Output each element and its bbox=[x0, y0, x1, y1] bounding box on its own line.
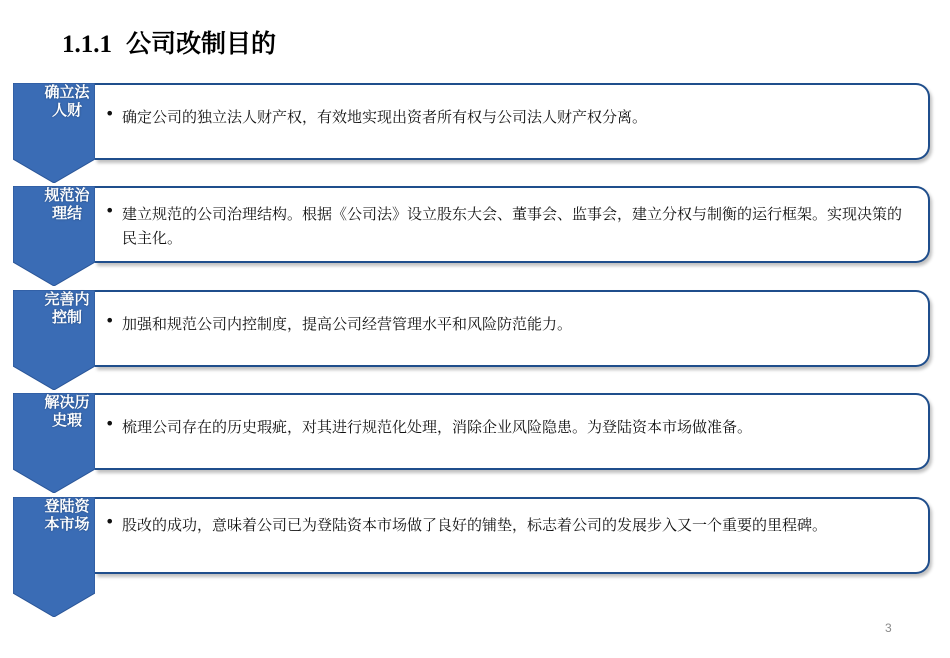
item-text: 梳理公司存在的历史瑕疵，对其进行规范化处理，消除企业风险隐患。为登陆资本市场做准备。 bbox=[122, 418, 753, 436]
bullet-icon: • bbox=[105, 414, 115, 433]
item-text: 建立规范的公司治理结构。根据《公司法》设立股东大会、董事会、监事会，建立分权与制衡的运行框架。实现决策的民主化。 bbox=[122, 205, 903, 247]
list-item bbox=[0, 393, 950, 493]
content-box bbox=[95, 83, 930, 160]
chevron-text: 登陆资本市场 bbox=[44, 497, 90, 533]
section-title: 公司改制目的 bbox=[126, 29, 277, 58]
list-item bbox=[0, 290, 950, 390]
chevron-text: 解决历史瑕 bbox=[44, 393, 90, 429]
list-item bbox=[0, 186, 950, 286]
bullet-icon: • bbox=[105, 512, 115, 531]
chevron-label-4 bbox=[13, 393, 95, 493]
page-number: 3 bbox=[885, 621, 892, 635]
chevron-text: 规范治理结 bbox=[44, 186, 90, 222]
list-item bbox=[0, 497, 950, 597]
chevron-label-2 bbox=[13, 186, 95, 286]
chevron-text: 确立法人财 bbox=[44, 83, 90, 119]
content-box bbox=[95, 290, 930, 367]
item-text: 加强和规范公司内控制度，提高公司经营管理水平和风险防范能力。 bbox=[122, 315, 573, 333]
item-text: 股改的成功，意味着公司已为登陆资本市场做了良好的铺垫，标志着公司的发展步入又一个重要的里程碑。 bbox=[122, 516, 828, 534]
bullet-icon: • bbox=[105, 201, 115, 220]
section-number: 1.1.1 bbox=[62, 31, 112, 58]
content-box bbox=[95, 186, 930, 263]
chevron-text: 完善内控制 bbox=[44, 290, 90, 326]
list-item bbox=[0, 83, 950, 183]
chevron-label-1 bbox=[13, 83, 95, 183]
item-text: 确定公司的独立法人财产权，有效地实现出资者所有权与公司法人财产权分离。 bbox=[122, 108, 648, 126]
content-box bbox=[95, 393, 930, 470]
chevron-label-3 bbox=[13, 290, 95, 390]
bullet-icon: • bbox=[105, 104, 115, 123]
page-title bbox=[62, 24, 276, 60]
bullet-icon: • bbox=[105, 311, 115, 330]
content-box bbox=[95, 497, 930, 574]
chevron-label-5 bbox=[13, 497, 95, 597]
